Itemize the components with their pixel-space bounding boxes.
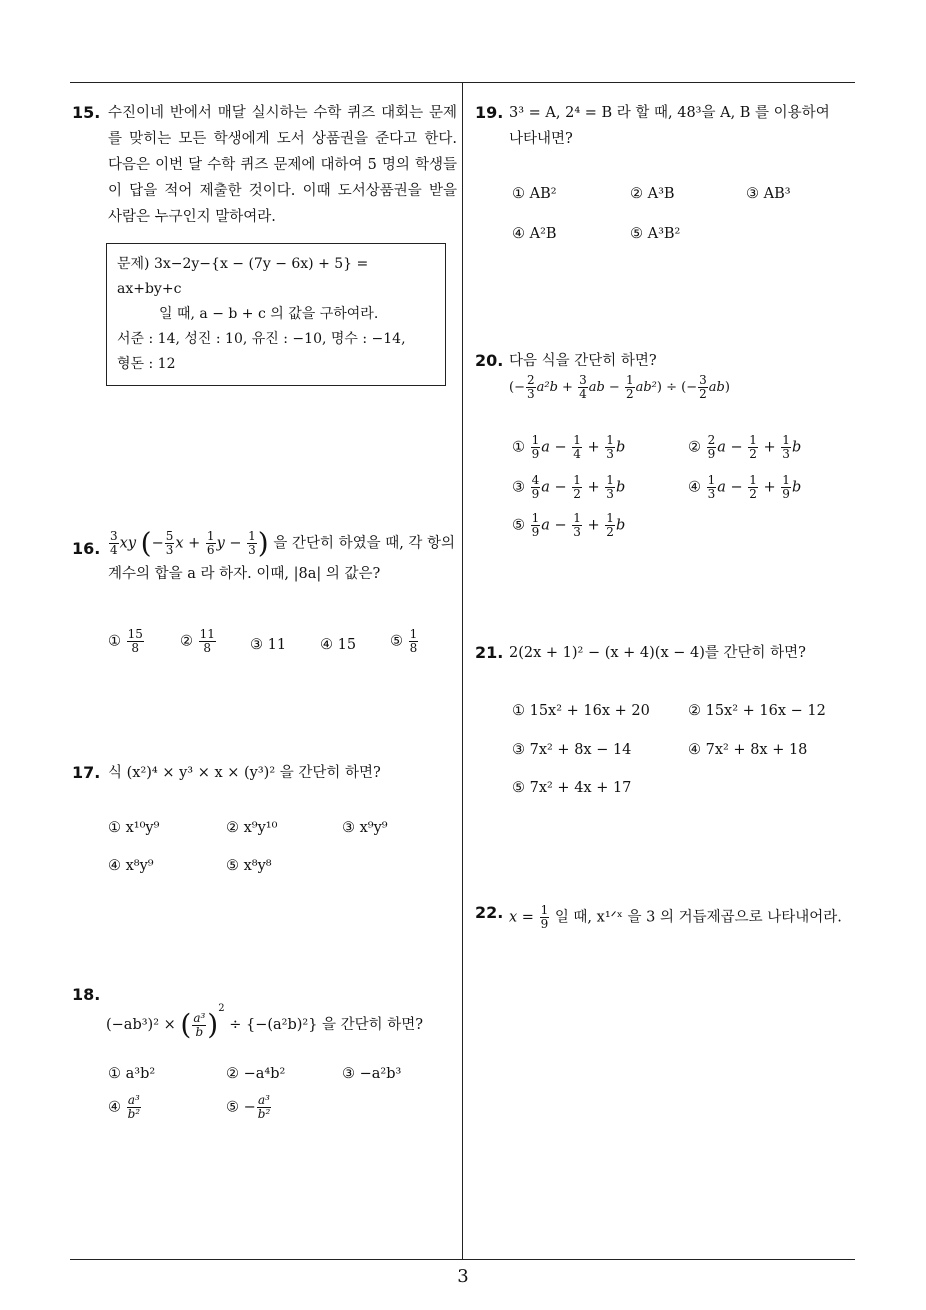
option-1[interactable]: ① $\frac{1}{9}$ a − $\frac{1}{4}$ + $\frac{1}{3}$ b bbox=[512, 433, 626, 461]
question-text-post: ÷ {−(a²b)²} 을 간단히 하면? bbox=[229, 1017, 424, 1033]
option-3[interactable]: ③ AB³ bbox=[746, 186, 791, 202]
option-1[interactable]: ① a³b² bbox=[108, 1066, 156, 1082]
option-5[interactable]: ⑤ − $\frac{\text{a³}}{\text{b²}}$ bbox=[226, 1093, 271, 1121]
question-22: 22. x = $\frac{1}{9}$ 일 때, x¹ᐟˣ 을 3 의 거듭제곱으로 나타내어라. bbox=[475, 900, 860, 931]
question-19 bbox=[475, 100, 860, 152]
question-16: 16. $\frac{3}{4}$ xy (− $\frac{5}{3}$ x + $\frac{1}{6}$ y − $\frac{1}{3}$ ) 을 간단히 하였을 때, 각 항의 계수의 합을 a 라 하자. 이때, |8a| 의 값은? bbox=[72, 530, 462, 587]
question-text-2: 나타내면? bbox=[509, 131, 573, 147]
option-5[interactable]: ⑤ $\frac{1}{9}$ a − $\frac{1}{3}$ + $\frac{1}{2}$ b bbox=[512, 511, 626, 539]
question-text-pre: (−ab³)² × bbox=[106, 1017, 176, 1033]
problem-box bbox=[106, 243, 446, 386]
box-line-4: 형돈 : 12 bbox=[117, 356, 176, 372]
option-4[interactable]: ④ 15 bbox=[320, 637, 357, 653]
option-2[interactable]: ② 15x² + 16x − 12 bbox=[688, 703, 826, 719]
option-2[interactable]: ② $\frac{11}{8}$ bbox=[180, 627, 215, 655]
question-number: 19. bbox=[475, 103, 504, 122]
option-3[interactable]: ③ x⁹y⁹ bbox=[342, 820, 388, 836]
option-3[interactable]: ③ 11 bbox=[250, 637, 287, 653]
option-5[interactable]: ⑤ $\frac{1}{8}$ bbox=[390, 627, 418, 655]
option-2[interactable]: ② A³B bbox=[630, 186, 675, 202]
option-1[interactable]: ① AB² bbox=[512, 186, 557, 202]
question-text: 2(2x + 1)² − (x + 4)(x − 4)를 간단히 하면? bbox=[509, 645, 806, 661]
question-15 bbox=[72, 100, 457, 230]
option-4[interactable]: ④ 7x² + 8x + 18 bbox=[688, 742, 808, 758]
column-divider bbox=[462, 82, 463, 1260]
option-2[interactable]: ② x⁹y¹⁰ bbox=[226, 820, 278, 836]
box-line-1: 문제) 3x−2y−{x − (7y − 6x) + 5} = ax+by+c bbox=[117, 256, 369, 297]
question-number: 22. bbox=[475, 903, 504, 922]
option-4[interactable]: ④ $\frac{1}{3}$ a − $\frac{1}{2}$ + $\frac{1}{9}$ b bbox=[688, 473, 802, 501]
question-text: 일 때, x¹ᐟˣ 을 3 의 거듭제곱으로 나타내어라. bbox=[554, 909, 842, 926]
option-3[interactable]: ③ $\frac{4}{9}$ a − $\frac{1}{2}$ + $\frac{1}{3}$ b bbox=[512, 473, 626, 501]
bottom-rule bbox=[70, 1259, 855, 1260]
option-4[interactable]: ④ $\frac{\text{a³}}{\text{b²}}$ bbox=[108, 1093, 141, 1121]
option-4[interactable]: ④ x⁸y⁹ bbox=[108, 858, 154, 874]
option-3[interactable]: ③ 7x² + 8x − 14 bbox=[512, 742, 632, 758]
question-text-2: 계수의 합을 a 라 하자. 이때, |8a| 의 값은? bbox=[108, 566, 381, 582]
question-number: 20. bbox=[475, 351, 504, 370]
question-text: 3³ = A, 2⁴ = B 라 할 때, 48³을 A, B 를 이용하여 bbox=[509, 105, 830, 121]
question-18: 18. (−ab³)² × ( $\frac{\text{a³}}{b}$ )$^2$ ÷ {−(a²b)²} 을 간단히 하면? bbox=[72, 982, 462, 1039]
question-text: 다음 식을 간단히 하면? bbox=[509, 353, 657, 369]
box-line-3: 서준 : 14, 성진 : 10, 유진 : −10, 명수 : −14, bbox=[117, 331, 406, 347]
question-number: 18. bbox=[72, 985, 101, 1004]
question-20 bbox=[475, 348, 860, 401]
option-1[interactable]: ① $\frac{15}{8}$ bbox=[108, 627, 143, 655]
question-17 bbox=[72, 760, 457, 786]
page-number: 3 bbox=[457, 1266, 469, 1287]
option-1[interactable]: ① 15x² + 16x + 20 bbox=[512, 703, 650, 719]
question-number: 21. bbox=[475, 643, 504, 662]
question-text: 을 간단히 하였을 때, 각 항의 bbox=[273, 535, 456, 552]
option-5[interactable]: ⑤ 7x² + 4x + 17 bbox=[512, 780, 632, 796]
option-3[interactable]: ③ −a²b³ bbox=[342, 1066, 402, 1082]
fraction: $\frac{3}{4}$ bbox=[110, 529, 118, 557]
option-4[interactable]: ④ A²B bbox=[512, 226, 557, 242]
option-5[interactable]: ⑤ x⁸y⁸ bbox=[226, 858, 272, 874]
option-2[interactable]: ② −a⁴b² bbox=[226, 1066, 286, 1082]
question-21 bbox=[475, 640, 860, 666]
question-number: 17. bbox=[72, 763, 101, 782]
question-text: 식 (x²)⁴ × y³ × x × (y³)² 을 간단히 하면? bbox=[108, 765, 381, 781]
question-number: 16. bbox=[72, 539, 101, 558]
question-number: 15. bbox=[72, 103, 101, 122]
box-line-2: 일 때, a − b + c 의 값을 구하여라. bbox=[159, 306, 379, 322]
option-2[interactable]: ② $\frac{2}{9}$ a − $\frac{1}{2}$ + $\frac{1}{3}$ b bbox=[688, 433, 802, 461]
option-1[interactable]: ① x¹⁰y⁹ bbox=[108, 820, 160, 836]
expression: (− $\frac{2}{3}$ a²b + $\frac{3}{4}$ ab − $\frac{1}{2}$ ab²) ÷ (− $\frac{3}{2}$ ab) bbox=[509, 373, 730, 401]
question-text: 수진이네 반에서 매달 실시하는 수학 퀴즈 대회는 문제를 맞히는 모든 학생에게 도서 상품권을 준다고 한다. 다음은 이번 달 수학 퀴즈 문제에 대하여 5 명의 학생들이 답을 적어 제출한 것이다. 이때 도서상품권을 받을 사람은 누구인지 말하여라. bbox=[108, 105, 457, 225]
option-5[interactable]: ⑤ A³B² bbox=[630, 226, 681, 242]
